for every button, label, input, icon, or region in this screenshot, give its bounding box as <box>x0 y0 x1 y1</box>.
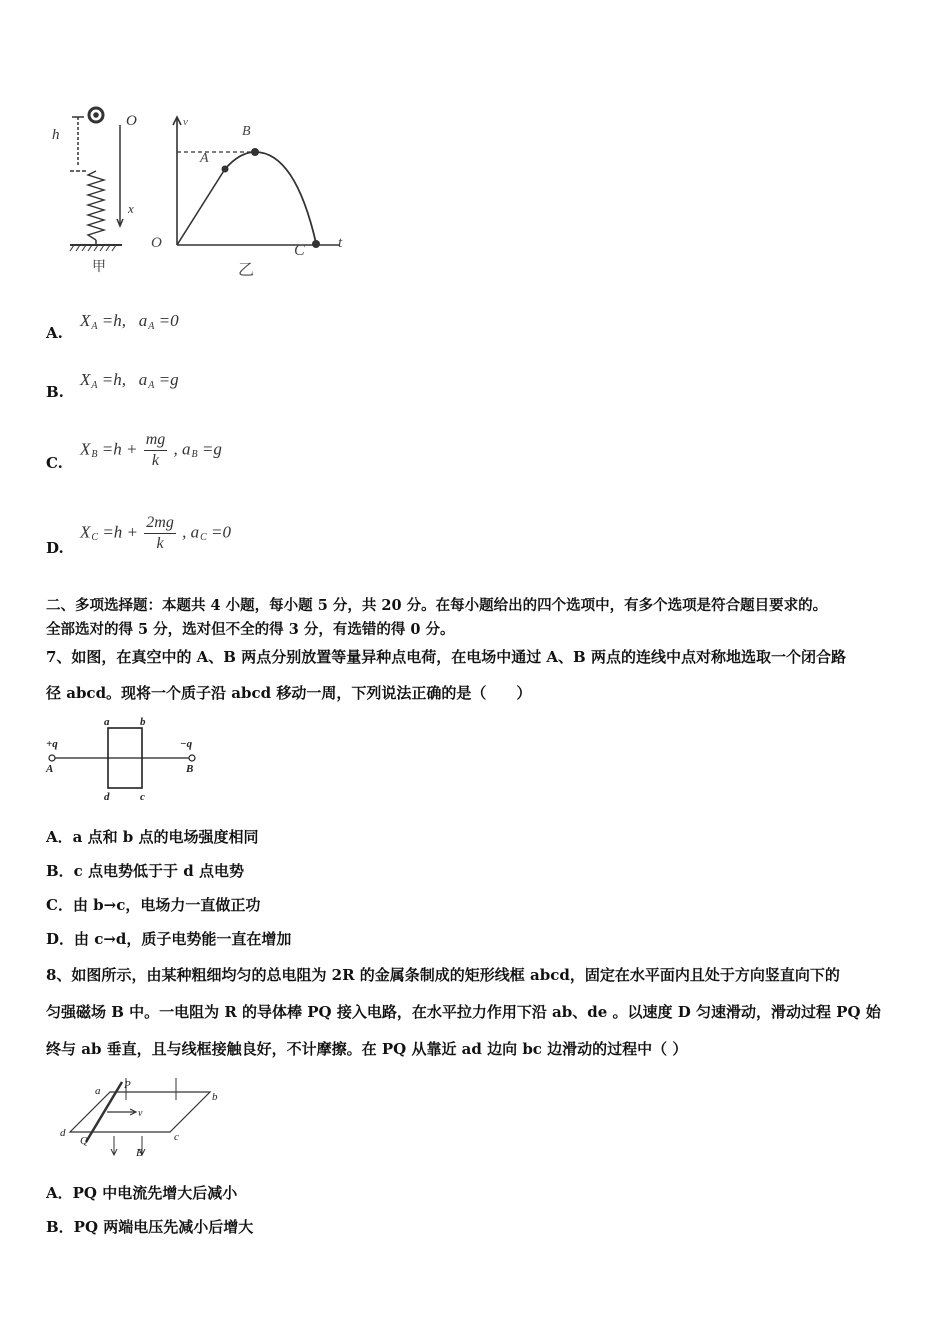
plus-q-label: +q <box>46 738 58 750</box>
option-label: B. <box>46 383 64 401</box>
spring-caption: 甲 <box>92 260 106 275</box>
spring-o-label: O <box>126 113 137 129</box>
option-label: A. <box>46 324 63 342</box>
graph-c-label: C <box>294 242 305 259</box>
graph-b-label: B <box>242 124 251 139</box>
q6-option-d-formula: $X_C =h$ + $\frac{2mg}{k}$ , $a_C =0$ <box>80 514 231 552</box>
q7-stem <box>46 644 926 706</box>
graph-a-label: A <box>200 151 209 166</box>
charge-b-marker <box>189 755 195 761</box>
spring-x-label: x <box>128 201 134 216</box>
q7-line2: 径 abcd。现将一个质子沿 abcd 移动一周，下列说法正确的是（ ） <box>46 684 532 702</box>
frame-a-label: a <box>95 1085 101 1097</box>
corner-c-label: c <box>140 791 145 803</box>
q8-line1: 8、如图所示，由某种粗细均匀的总电阻为 2R 的金属条制成的矩形线框 abcd，固定在水平面内且处于方向竖直向下的 <box>46 966 840 984</box>
corner-d-label: d <box>104 791 110 803</box>
charge-a-marker <box>49 755 55 761</box>
graph-t-label: t <box>338 235 343 251</box>
point-b-label: B <box>186 763 194 775</box>
point-c-marker <box>312 240 320 248</box>
option-label: D. <box>46 539 64 557</box>
q7-option-b[interactable]: B．c 点电势低于于 d 点电势 <box>46 862 244 880</box>
q6-option-c-formula: $X_B =h$ + $\frac{mg}{k}$ , $a_B =g$ <box>80 431 222 469</box>
q6-option-a[interactable] <box>46 323 63 342</box>
spring-diagram <box>70 108 123 251</box>
q6-option-d[interactable] <box>46 538 64 557</box>
q8-figure-frame <box>50 1074 240 1164</box>
q7-option-d[interactable]: D．由 c→d，质子电势能一直在增加 <box>46 930 292 948</box>
field-arrows <box>111 1078 176 1155</box>
point-a-label: A <box>46 763 54 775</box>
frame-b-label: b <box>212 1091 218 1103</box>
corner-a-label: a <box>104 716 110 728</box>
velocity-graph <box>173 117 340 245</box>
q6-option-c[interactable] <box>46 453 63 472</box>
field-b-label: B <box>136 1147 143 1159</box>
q7-figure-charges <box>40 714 210 804</box>
rod-q-label: Q <box>80 1135 88 1147</box>
q6-option-b-formula: $X_A =h$, $a_A =g$ <box>80 370 179 391</box>
option-label: C. <box>46 454 63 472</box>
q8-stem <box>46 962 926 1062</box>
q7-option-c[interactable]: C．由 b→c，电场力一直做正功 <box>46 896 261 914</box>
graph-o-label: O <box>151 235 162 251</box>
q6-option-b[interactable] <box>46 382 64 401</box>
point-b-marker <box>251 148 259 156</box>
section-2-line2: 全部选对的得 5 分，选对但不全的得 3 分，有选错的得 0 分。 <box>46 621 455 638</box>
q7-line1: 7、如图，在真空中的 A、B 两点分别放置等量异种点电荷，在电场中通过 A、B 两点的连线中点对称地选取一个闭合路 <box>46 648 846 666</box>
frame-d-label: d <box>60 1127 66 1139</box>
q8-line3: 终与 ab 垂直，且与线框接触良好，不计摩擦。在 PQ 从靠近 ad 边向 bc 边滑动的过程中（ ） <box>46 1040 688 1058</box>
spring-h-label: h <box>52 127 60 143</box>
q8-option-a[interactable]: A．PQ 中电流先增大后减小 <box>46 1184 238 1202</box>
rod-p-label: P <box>124 1079 131 1091</box>
graph-v-label: v <box>183 116 188 128</box>
q7-option-a[interactable]: A．a 点和 b 点的电场强度相同 <box>46 828 259 846</box>
point-a-marker <box>222 166 229 173</box>
q6-option-a-formula: $X_A =h$, $a_A =0$ <box>80 311 179 332</box>
figure-spring-graph <box>40 95 360 285</box>
velocity-label: v <box>138 1108 143 1119</box>
q8-line2: 匀强磁场 B 中。一电阻为 R 的导体棒 PQ 接入电路，在水平拉力作用下沿 ab、de 。以速度 D 匀速滑动，滑动过程 PQ 始 <box>46 1003 881 1021</box>
frame-c-label: c <box>174 1131 179 1143</box>
corner-b-label: b <box>140 716 146 728</box>
minus-q-label: −q <box>180 738 193 750</box>
graph-caption: 乙 <box>238 262 255 279</box>
section-2-line1: 二、多项选择题：本题共 4 小题，每小题 5 分，共 20 分。在每小题给出的四个选项中，有多个选项是符合题目要求的。 <box>46 597 828 614</box>
section-2-header <box>46 594 926 642</box>
q8-option-b[interactable]: B．PQ 两端电压先减小后增大 <box>46 1218 254 1236</box>
